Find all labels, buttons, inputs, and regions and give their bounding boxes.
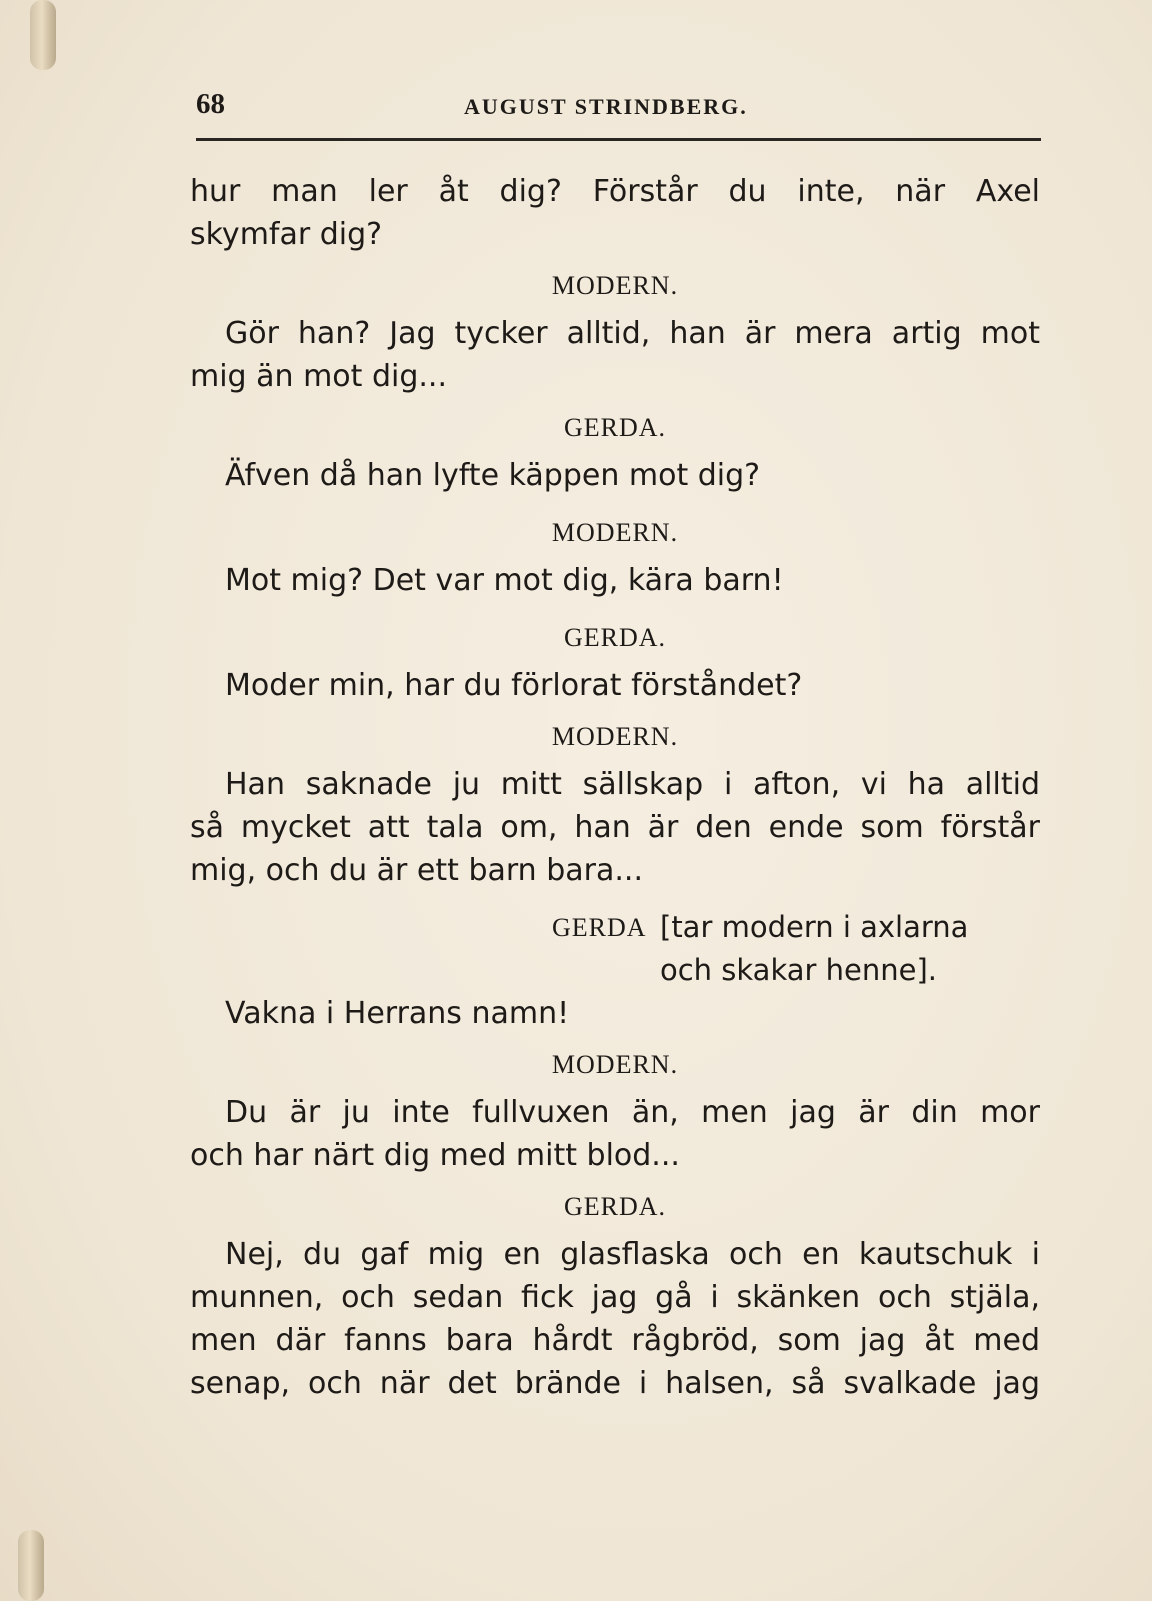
text-line: Mot mig? Det var mot dig, kära barn!: [225, 563, 784, 598]
running-head: [196, 88, 1041, 128]
speaker-name: MODERN.: [551, 518, 679, 547]
speaker-name: GERDA.: [563, 623, 667, 652]
text-line: Vakna i Herrans namn!: [225, 996, 570, 1031]
text-line: Moder min, har du förlorat förståndet?: [225, 668, 803, 703]
speaker-name: MODERN.: [551, 1050, 679, 1079]
text-line: Nej, du gaf mig en glasflaska och en kautschuk i: [225, 1237, 1040, 1272]
binding-mark-bottom: [18, 1530, 44, 1601]
speaker-name: MODERN.: [551, 271, 679, 300]
text-line: Äfven då han lyfte käppen mot dig?: [225, 458, 761, 493]
text-line: och har närt dig med mitt blod...: [190, 1138, 680, 1173]
play-text: [190, 170, 1040, 1405]
speaker-name: MODERN.: [551, 722, 679, 751]
running-title: AUGUST STRINDBERG.: [464, 94, 748, 119]
text-line: Du är ju inte fullvuxen än, men jag är din mor: [225, 1095, 1040, 1130]
text-line: senap, och när det brände i halsen, så svalkade jag: [190, 1366, 1040, 1401]
text-line: hur man ler åt dig? Förstår du inte, när Axel: [190, 174, 1040, 209]
header-rule: [196, 138, 1041, 141]
binding-mark-top: [30, 0, 56, 70]
stage-direction-block: [190, 906, 1040, 992]
text-line: men där fanns bara hårdt rågbröd, som jag åt med: [190, 1323, 1040, 1358]
speaker-name: GERDA.: [563, 413, 667, 442]
speaker-name: GERDA.: [563, 1192, 667, 1221]
text-line: Han saknade ju mitt sällskap i afton, vi ha alltid: [225, 767, 1040, 802]
text-line: skymfar dig?: [190, 217, 383, 252]
text-line: så mycket att tala om, han är den ende som förstår: [190, 810, 1040, 845]
speaker-name: GERDA: [552, 913, 647, 942]
stage-direction-line: och skakar henne].: [660, 953, 938, 987]
text-line: munnen, och sedan fick jag gå i skänken och stjäla,: [190, 1280, 1040, 1315]
page-number: 68: [196, 88, 225, 120]
text-line: mig, och du är ett barn bara...: [190, 853, 643, 888]
text-line: mig än mot dig...: [190, 359, 447, 394]
text-line: Gör han? Jag tycker alltid, han är mera artig mot: [225, 316, 1040, 351]
stage-direction-line: [tar modern i axlarna: [660, 910, 969, 944]
